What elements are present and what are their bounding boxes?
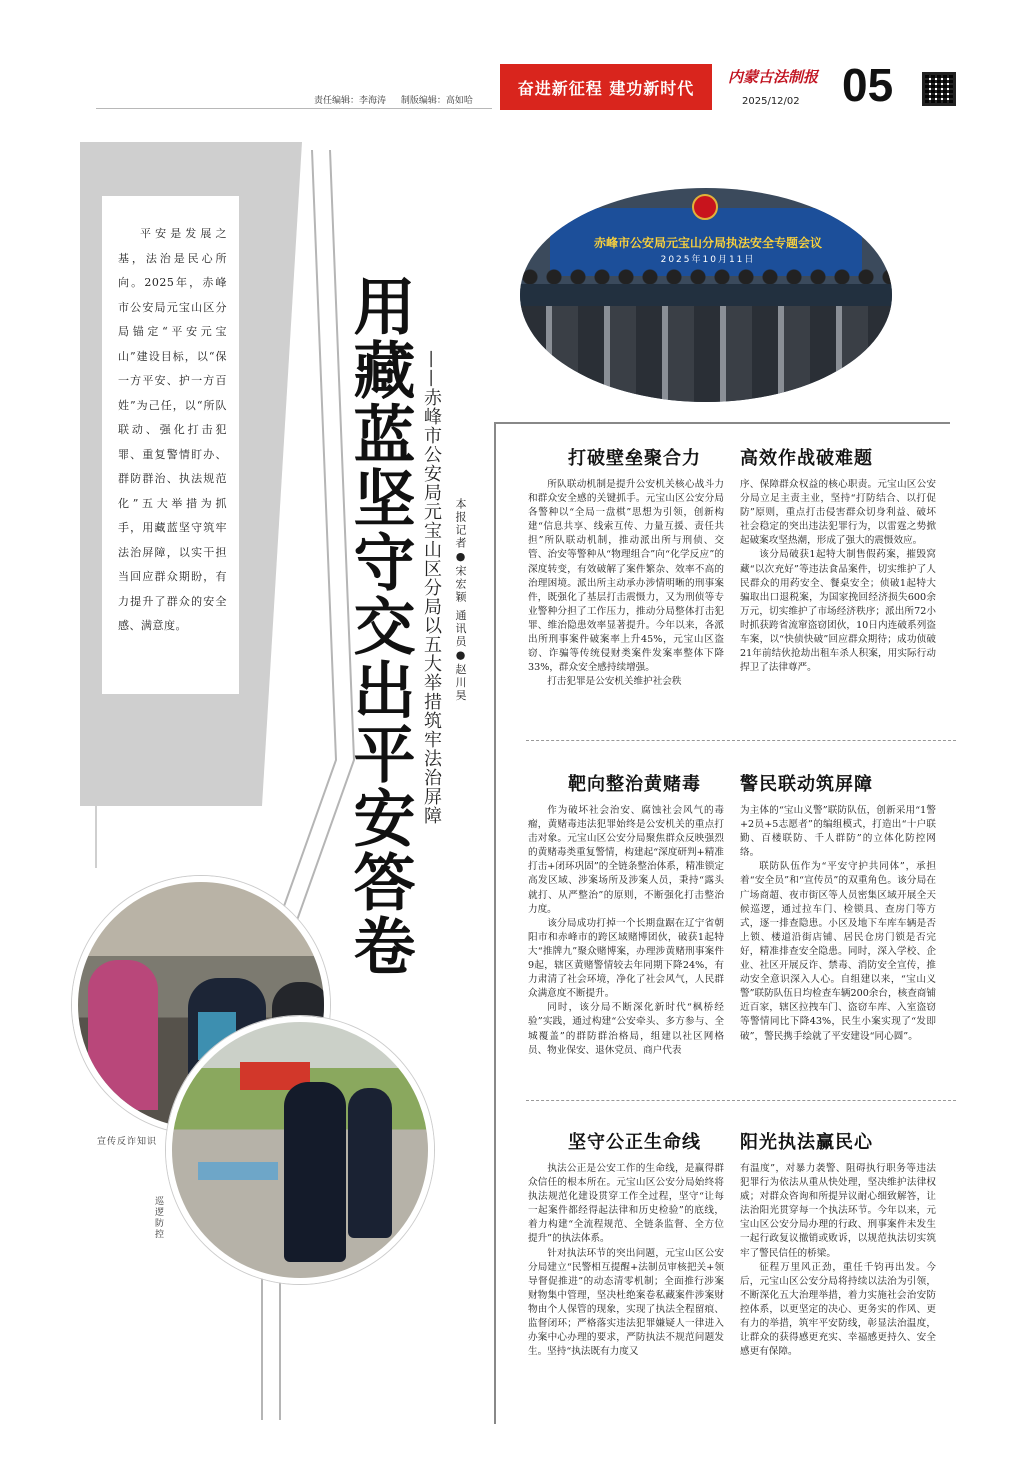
police-emblem-icon [692,194,718,220]
section-4-text [740,804,936,1044]
section-6-text [740,1162,936,1359]
section-title-3: 靶向整治黄赌毒 [568,774,701,795]
section-title-2: 高效作战破难题 [740,448,873,469]
intro-text: 平安是发展之基，法治是民心所向。2025年，赤峰市公安局元宝山区分局锚定“平安元宝山”建设目标，以“保一方平安、护一方百姓”为己任，以“所队联动、强化打击犯罪、重复警情盯办、群防群治、执法规范化”五大举措为抓手，用藏蓝坚守筑牢法治屏障，以实干担当回应群众期盼，有力提升了群众的安全感、满意度。 [118,227,227,632]
meeting-banner-title: 赤峰市公安局元宝山分局执法安全专题会议 [593,236,822,250]
section-3-text [528,804,724,1058]
section-title-4: 警民联动筑屏障 [740,774,873,795]
section-title-6: 阳光执法赢民心 [740,1132,873,1153]
headline: 用藏蓝坚守交出平安答卷 [343,274,416,978]
article-frame-left [494,422,496,1424]
patrol-photo [166,1016,434,1284]
section-title-1: 打破壁垒聚合力 [568,448,701,469]
section-2-text [740,478,936,675]
paragraph: 打击犯罪是公安机关维护社会秩 [547,676,682,688]
paragraph: 为主体的“宝山义警”联防队伍，创新采用“1警+2员+5志愿者”的编组模式，打造出“十户联勤、百楼联防、千人群防”的立体化防控网络。 [740,805,936,859]
section-title-5: 坚守公正生命线 [568,1132,701,1153]
newspaper-logo: 内蒙古法制报 [728,68,819,86]
meeting-desk [520,284,892,306]
paragraph: 序、保障群众权益的核心职责。元宝山区公安分局立足主责主业，坚持“打防结合、以打促防”原则，重点打击侵害群众切身利益、破坏社会稳定的突出违法犯罪行为，以雷霆之势掀起破案攻坚热潮，形成了强大的震慑效应。 [740,479,936,547]
meeting-photo [520,188,892,402]
issue-date: 2025/12/02 [742,96,800,107]
section-1-text [528,478,724,689]
meeting-seats [520,306,892,402]
paragraph: 联防队伍作为“平安守护共同体”，承担着“安全员”和“宣传员”的双重角色。该分局在广场商超、夜市街区等人员密集区域开展全天候巡逻，通过拉车门、检锁具、查房门等方式，逐一排查隐患。小区及地下车库车辆是否上锁、楼道沿街店铺、居民仓房门锁是否完好，精准排查安全隐患。同时，深入学校、企业、社区开展反诈、禁毒、消防安全宣传，推动安全意识深入人心。自组建以来，“宝山义警”联防队伍日均检查车辆200余台，核查商铺近百家，辖区拉拽车门、盗窃车库、入室盗窃等警情同比下降43%，民生小案实现了“发即破”，警民携手绘就了平安建设“同心圆”。 [740,861,936,1042]
section-5-text [528,1162,724,1359]
article-frame-top [494,422,950,424]
slogan-banner: 奋进新征程 建功新时代 [500,64,712,110]
paragraph: 作为破坏社会治安、腐蚀社会风气的毒瘤，黄赌毒违法犯罪始终是公安机关的重点打击对象。元宝山区公安分局聚焦群众反映强烈的黄赌毒类重复警情，构建起“深度研判+精准打击+闭环巩固”的全链条整治体系，精准锁定高发区域、涉案场所及涉案人员，秉持“露头就打、从严整治”的原则，不断强化打击整治力度。 [528,805,724,915]
paragraph: 执法公正是公安工作的生命线，是赢得群众信任的根本所在。元宝山区公安分局始终将执法规范化建设贯穿工作全过程，坚守“让每一起案件都经得起法律和历史检验”的底线，着力构建“全流程规范、全链条监督、全方位提升”的执法体系。 [528,1163,724,1245]
patrol-officer-2 [348,1088,392,1238]
photo-caption-anti-fraud: 宣传反诈知识 [97,1137,158,1147]
booth-table [198,1162,278,1180]
paragraph: 针对执法环节的突出问题，元宝山区公安分局建立“民警相互提醒+法制员审核把关+领导督促推进”的动态清零机制；全面推行涉案财物集中管理，坚决杜绝案卷私藏案件涉案财物由个人保管的现象，实现了执法全程留痕、监督闭环；严格落实违法犯罪嫌疑人一律进入办案中心办理的要求，严防执法不规范问题发生。坚持“执法既有力度又 [528,1247,724,1358]
paragraph: 该分局成功打掉一个长期盘踞在辽宁省朝阳市和赤峰市的跨区域赌博团伙，破获1起特大“推牌九”聚众赌博案，办理涉黄赌刑事案件9起，辖区黄赌警情较去年同期下降24%，有力肃清了社会环境，净化了社会风气，人民群众满意度不断提升。 [528,917,724,1000]
byline: 本报记者●宋宏颖 通讯员●赵川昊 [454,498,467,703]
elderly-resident [88,960,158,1110]
section-divider [526,1100,956,1101]
meeting-banner-date: 2025年10月11日 [660,255,756,265]
page-number: 05 [842,59,894,111]
paragraph: 征程万里风正劲，重任千钧再出发。今后，元宝山区公安分局将持续以法治为引领，不断深化五大治理举措，着力实施社会治安防控体系，以更坚定的决心、更务实的作风、更有力的举措，筑牢平安防线，彰显法治温度，让群众的获得感更充实、幸福感更持久、安全感更有保障。 [740,1261,936,1358]
layout-editor: 制版编辑：高如哈 [400,96,473,106]
paragraph: 所队联动机制是提升公安机关核心战斗力和群众安全感的关键抓手。元宝山区公安分局各警种以“全局一盘棋”思想为引领，创新构建“信息共享、线索互传、力量互援、责任共担”所队联动机制，推动派出所与刑侦、交管、治安等警种从“物理组合”向“化学反应”的深度转变，有效破解了案件繁杂、效率不高的治理困境。派出所主动承办涉情明晰的刑事案件，既强化了基层打击震慑力，又为刑侦等专业警种分担了工作压力，推动分局整体打击犯罪、维治隐患效率显著提升。今年以来，各派出所刑事案件破案率上升45%，元宝山区盗窃、诈骗等传统侵财类案件发案率整体下降33%，群众安全感持续增强。 [528,479,724,674]
subheadline: ——赤峰市公安局元宝山区分局以五大举措筑牢法治屏障 [421,350,442,825]
section-divider [526,740,956,741]
paragraph: 同时，该分局不断深化新时代“枫桥经验”实践，通过构建“公安牵头、多方参与、全城覆盖”的群防群治格局，组建以社区网格员、物业保安、退休党员、商户代表 [528,1002,724,1056]
chief-editor: 责任编辑：李海涛 [314,96,387,106]
paragraph: 有温度”，对暴力袭警、阻碍执行职务等违法犯罪行为依法从重从快处理，坚决维护法律权威；对群众咨询和所提异议耐心细致解答，让法治阳光贯穿每一个执法环节。今年以来，元宝山区公安分局办理的行政、刑事案件未发生一起行政复议撤销或败诉，以规范执法切实筑牢了警民信任的桥梁。 [740,1163,936,1259]
paragraph: 该分局破获1起特大制售假药案，摧毁窝藏“以次充好”等违法食品案件，切实维护了人民群众的用药安全、餐桌安全；侦破1起特大骗取出口退税案，为国家挽回经济损失600余万元，切实维护了市场经济秩序；派出所72小时抓获跨省流窜盗窃团伙，10日内连破系列盗车案，以“快侦快破”回应群众期待；成功侦破21年前结伙抢劫出租车杀人积案，用实际行动捍卫了法律尊严。 [740,549,936,674]
patrol-officer [284,1082,346,1262]
photo-caption-patrol: 巡逻防控 [153,1196,163,1240]
